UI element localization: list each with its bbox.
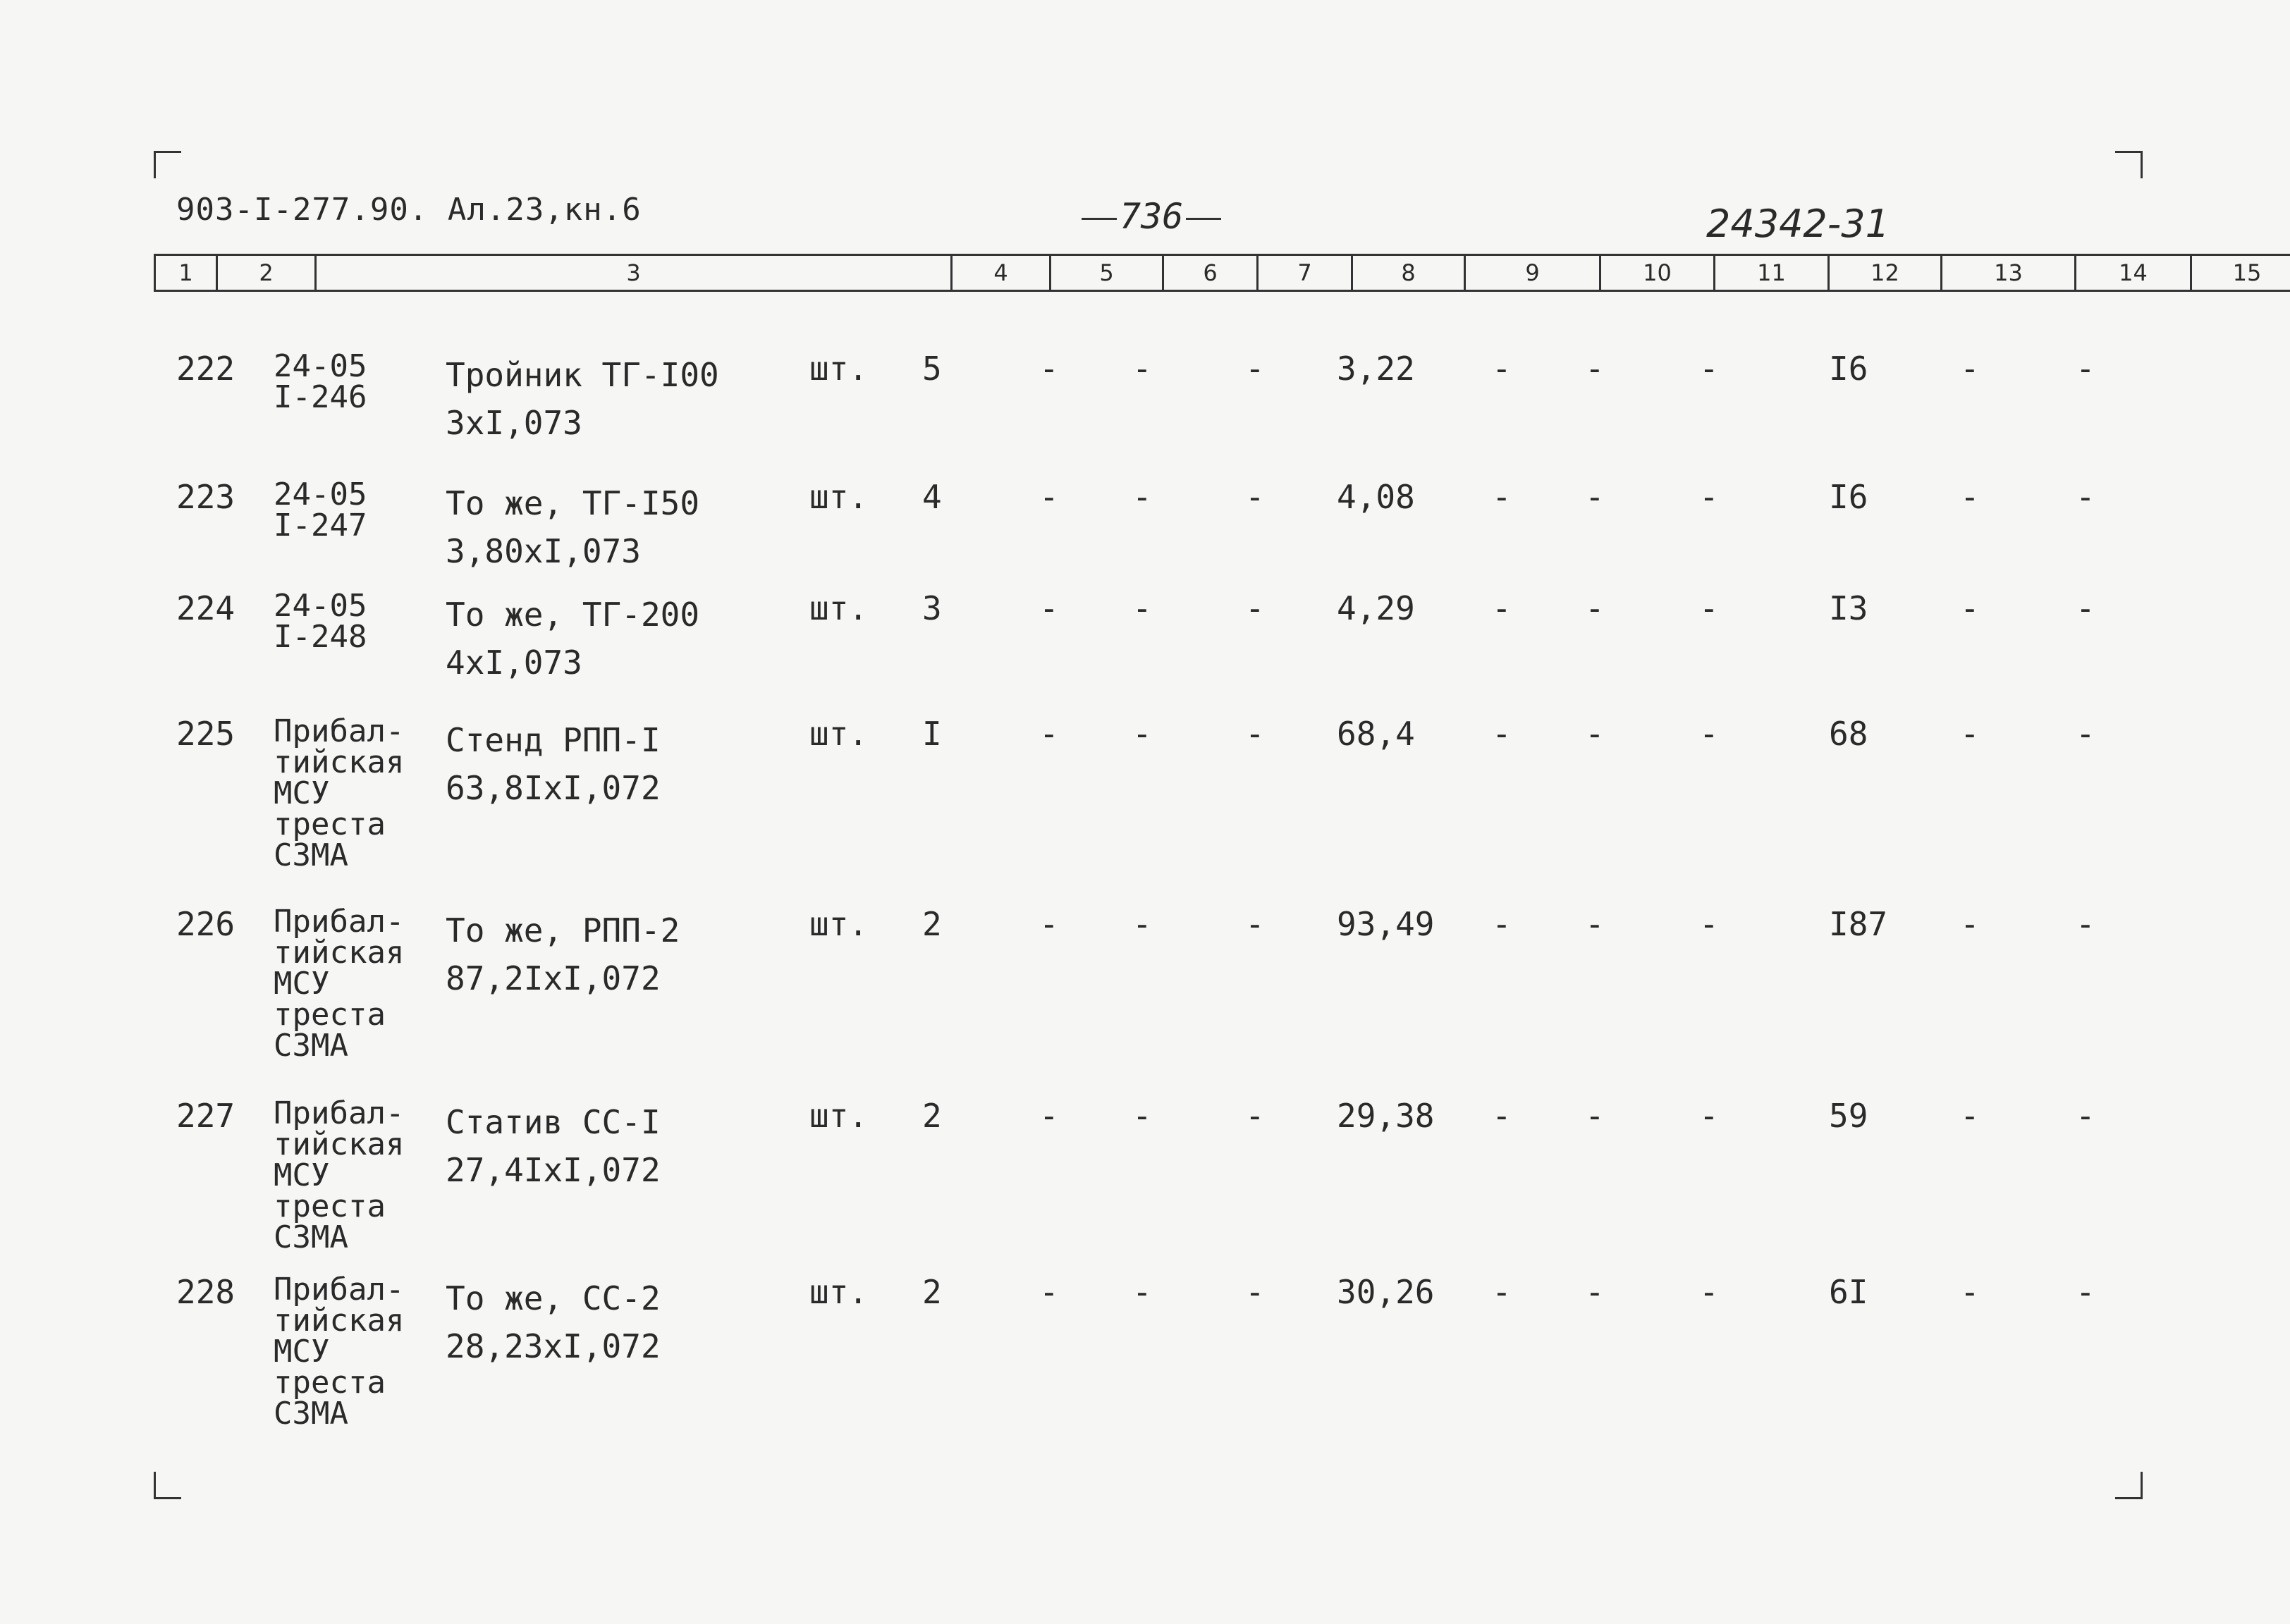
- row-col6: -: [1039, 1273, 1059, 1311]
- row-unit: шт.: [809, 1273, 869, 1311]
- corner-mark-bottom-right: [2115, 1472, 2143, 1499]
- row-col15: -: [2076, 1097, 2095, 1135]
- row-col10: -: [1492, 1097, 1512, 1135]
- row-col12: -: [1699, 905, 1719, 943]
- row-col11: -: [1585, 350, 1605, 388]
- row-col12: -: [1699, 589, 1719, 627]
- row-unit: шт.: [809, 350, 869, 388]
- column-header: 14: [2074, 254, 2190, 292]
- row-col15: -: [2076, 589, 2095, 627]
- row-name: Статив СС-I 27,4IхI,072: [446, 1103, 661, 1189]
- row-col6: -: [1039, 350, 1059, 388]
- row-col6: -: [1039, 905, 1059, 943]
- inventory-number: 24342-31: [1706, 202, 1890, 246]
- row-name: Тройник ТГ-I00 3хI,073: [446, 356, 719, 442]
- row-col10: -: [1492, 589, 1512, 627]
- column-header: 12: [1827, 254, 1940, 292]
- row-col10: -: [1492, 715, 1512, 753]
- row-col9: 93,49: [1337, 905, 1435, 943]
- row-code: Прибал- тийская МСУ треста СЗМА: [274, 1095, 405, 1255]
- row-code: Прибал- тийская МСУ треста СЗМА: [274, 713, 405, 873]
- row-unit: шт.: [809, 589, 869, 627]
- row-qty: I: [922, 715, 942, 753]
- row-col14: -: [1960, 715, 1980, 753]
- row-col7: -: [1132, 478, 1152, 516]
- column-header: 5: [1049, 254, 1162, 292]
- row-col7: -: [1132, 715, 1152, 753]
- row-name: То же, ТГ-200 4хI,073: [446, 596, 700, 682]
- row-number: 228: [176, 1273, 235, 1311]
- row-name: Стенд РПП-I 63,8IхI,072: [446, 721, 661, 807]
- row-code: Прибал- тийская МСУ треста СЗМА: [274, 904, 405, 1064]
- column-header: 6: [1162, 254, 1256, 292]
- column-header: 11: [1713, 254, 1827, 292]
- column-header: 10: [1599, 254, 1713, 292]
- row-qty: 3: [922, 589, 942, 627]
- row-col13: I6: [1829, 478, 1868, 516]
- row-col8: -: [1245, 905, 1265, 943]
- row-number: 224: [176, 589, 235, 627]
- row-number: 223: [176, 478, 235, 516]
- row-col6: -: [1039, 1097, 1059, 1135]
- row-col10: -: [1492, 905, 1512, 943]
- row-qty: 2: [922, 1097, 942, 1135]
- row-col9: 68,4: [1337, 715, 1415, 753]
- row-col15: -: [2076, 478, 2095, 516]
- row-col12: -: [1699, 715, 1719, 753]
- row-col11: -: [1585, 1273, 1605, 1311]
- row-qty: 4: [922, 478, 942, 516]
- row-unit: шт.: [809, 905, 869, 943]
- row-col14: -: [1960, 350, 1980, 388]
- row-col13: 68: [1829, 715, 1868, 753]
- row-col13: I3: [1829, 589, 1868, 627]
- column-header: 4: [950, 254, 1049, 292]
- row-col9: 30,26: [1337, 1273, 1435, 1311]
- row-col6: -: [1039, 589, 1059, 627]
- row-number: 222: [176, 350, 235, 388]
- column-header: 9: [1464, 254, 1599, 292]
- column-header: 13: [1940, 254, 2074, 292]
- row-col7: -: [1132, 905, 1152, 943]
- row-col14: -: [1960, 478, 1980, 516]
- page-number-value: 736: [1120, 196, 1184, 237]
- page-number: [1079, 196, 1224, 237]
- row-col8: -: [1245, 350, 1265, 388]
- column-header: 3: [314, 254, 950, 292]
- row-col8: -: [1245, 715, 1265, 753]
- column-header: 1: [154, 254, 216, 292]
- row-col13: 6I: [1829, 1273, 1868, 1311]
- corner-mark-top-left: [154, 151, 181, 178]
- row-code: 24-05 I-246: [274, 348, 367, 415]
- row-col10: -: [1492, 478, 1512, 516]
- row-number: 225: [176, 715, 235, 753]
- row-col8: -: [1245, 589, 1265, 627]
- row-col12: -: [1699, 1097, 1719, 1135]
- row-col9: 4,29: [1337, 589, 1415, 627]
- row-col11: -: [1585, 905, 1605, 943]
- row-col9: 4,08: [1337, 478, 1415, 516]
- row-col7: -: [1132, 589, 1152, 627]
- row-number: 226: [176, 905, 235, 943]
- column-header: 7: [1256, 254, 1351, 292]
- row-col14: -: [1960, 905, 1980, 943]
- row-col12: -: [1699, 478, 1719, 516]
- row-unit: шт.: [809, 1097, 869, 1135]
- corner-mark-bottom-left: [154, 1472, 181, 1499]
- row-col11: -: [1585, 589, 1605, 627]
- row-col8: -: [1245, 478, 1265, 516]
- row-code: 24-05 I-248: [274, 588, 367, 655]
- row-number: 227: [176, 1097, 235, 1135]
- row-col15: -: [2076, 1273, 2095, 1311]
- row-col6: -: [1039, 478, 1059, 516]
- row-col11: -: [1585, 1097, 1605, 1135]
- row-qty: 2: [922, 905, 942, 943]
- row-col13: 59: [1829, 1097, 1868, 1135]
- row-code: 24-05 I-247: [274, 476, 367, 543]
- row-col9: 29,38: [1337, 1097, 1435, 1135]
- row-name: То же, РПП-2 87,2IхI,072: [446, 911, 680, 997]
- row-col13: I6: [1829, 350, 1868, 388]
- row-col14: -: [1960, 1097, 1980, 1135]
- row-col14: -: [1960, 1273, 1980, 1311]
- row-col15: -: [2076, 715, 2095, 753]
- row-col13: I87: [1829, 905, 1888, 943]
- corner-mark-top-right: [2115, 151, 2143, 178]
- column-header: 8: [1351, 254, 1464, 292]
- row-col8: -: [1245, 1273, 1265, 1311]
- row-code: Прибал- тийская МСУ треста СЗМА: [274, 1272, 405, 1432]
- document-code: 903-I-277.90. Ал.23,кн.6: [176, 192, 642, 228]
- row-name: То же, СС-2 28,23хI,072: [446, 1279, 661, 1365]
- row-unit: шт.: [809, 715, 869, 753]
- row-col7: -: [1132, 350, 1152, 388]
- row-col9: 3,22: [1337, 350, 1415, 388]
- row-unit: шт.: [809, 478, 869, 516]
- row-col7: -: [1132, 1097, 1152, 1135]
- row-col8: -: [1245, 1097, 1265, 1135]
- row-col15: -: [2076, 350, 2095, 388]
- column-header: 15: [2190, 254, 2290, 292]
- row-col14: -: [1960, 589, 1980, 627]
- row-col10: -: [1492, 1273, 1512, 1311]
- row-qty: 5: [922, 350, 942, 388]
- row-col11: -: [1585, 478, 1605, 516]
- row-col12: -: [1699, 1273, 1719, 1311]
- column-header-row: [154, 254, 2262, 296]
- row-col6: -: [1039, 715, 1059, 753]
- column-header: 2: [216, 254, 314, 292]
- row-qty: 2: [922, 1273, 942, 1311]
- row-col12: -: [1699, 350, 1719, 388]
- row-name: То же, ТГ-I50 3,80хI,073: [446, 484, 700, 570]
- row-col15: -: [2076, 905, 2095, 943]
- row-col10: -: [1492, 350, 1512, 388]
- row-col11: -: [1585, 715, 1605, 753]
- row-col7: -: [1132, 1273, 1152, 1311]
